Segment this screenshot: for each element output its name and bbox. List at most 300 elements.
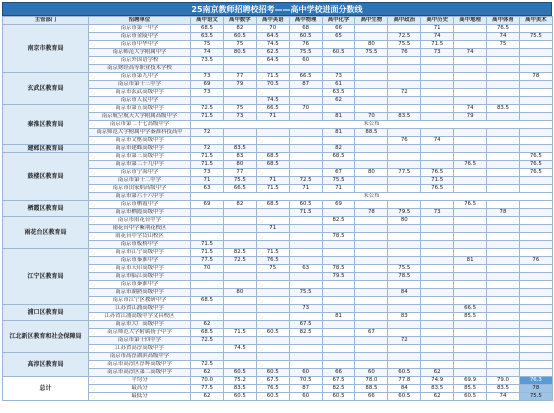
score-cell: 79.5 xyxy=(388,209,421,217)
score-cell: 68.5 xyxy=(256,161,289,169)
school-cell: 南京市天印高级中学 xyxy=(89,265,191,273)
score-cell xyxy=(256,217,289,225)
score-cell xyxy=(355,33,388,41)
score-cell xyxy=(256,145,289,153)
school-cell: 南京市湖熟高级中学 xyxy=(89,289,191,297)
score-cell: 75.5 xyxy=(322,177,355,185)
school-cell: 南京市板桥中学 xyxy=(89,241,191,249)
score-cell xyxy=(289,217,322,225)
score-cell xyxy=(256,241,289,249)
summary-name: 平均分 xyxy=(89,377,191,385)
school-cell: 南京财经高等职业技术学校 xyxy=(89,65,191,73)
score-cell xyxy=(256,361,289,369)
score-cell xyxy=(388,81,421,89)
score-cell xyxy=(519,297,552,305)
summary-value: 70.5 xyxy=(289,377,322,385)
score-cell xyxy=(355,25,388,33)
score-cell xyxy=(487,73,520,81)
score-cell: 79 xyxy=(223,81,256,89)
score-cell: 71 xyxy=(191,177,224,185)
score-cell xyxy=(191,345,224,353)
school-cell: 南京市临江高级中学 xyxy=(89,273,191,281)
header-cell: 招聘单位 xyxy=(89,17,191,25)
summary-value: 78.0 xyxy=(355,377,388,385)
school-cell: 南京市第一中学 xyxy=(89,25,191,33)
score-cell: 82.5 xyxy=(223,249,256,257)
score-cell xyxy=(289,313,322,321)
score-cell xyxy=(421,241,454,249)
summary-value: 75.2 xyxy=(223,377,256,385)
score-cell: 68.5 xyxy=(191,297,224,305)
score-cell: 70 xyxy=(355,113,388,121)
score-cell xyxy=(454,169,487,177)
score-cell xyxy=(322,161,355,169)
table-row xyxy=(3,201,553,209)
score-cell xyxy=(355,265,388,273)
score-cell xyxy=(454,41,487,49)
score-cell xyxy=(355,145,388,153)
score-cell xyxy=(487,273,520,281)
score-cell xyxy=(289,113,322,121)
score-cell xyxy=(388,345,421,353)
score-cell xyxy=(355,257,388,265)
score-cell xyxy=(355,137,388,145)
score-cell xyxy=(388,233,421,241)
score-cell xyxy=(388,321,421,329)
score-cell xyxy=(223,233,256,241)
score-cell xyxy=(256,233,289,241)
score-cell xyxy=(421,97,454,105)
score-cell xyxy=(289,89,322,97)
score-cell xyxy=(421,161,454,169)
summary-value: 76.5 xyxy=(256,385,289,393)
score-cell xyxy=(289,297,322,305)
summary-value: 67.5 xyxy=(322,377,355,385)
score-cell xyxy=(519,217,552,225)
summary-value: 88.5 xyxy=(355,385,388,393)
score-cell: 72 xyxy=(388,89,421,97)
score-cell xyxy=(355,89,388,97)
summary-value: 87 xyxy=(289,385,322,393)
score-cell: 76.5 xyxy=(519,153,552,161)
summary-name: 最低分 xyxy=(89,393,191,401)
score-cell: 60.5 xyxy=(289,33,322,41)
score-cell xyxy=(487,265,520,273)
score-cell xyxy=(322,241,355,249)
score-cell xyxy=(421,249,454,257)
score-cell: 62.5 xyxy=(256,49,289,57)
score-cell xyxy=(322,41,355,49)
score-cell xyxy=(355,185,388,193)
summary-value: 62 xyxy=(421,393,454,401)
score-cell: 60 xyxy=(289,369,322,377)
score-cell xyxy=(519,313,552,321)
score-cell: 71.5 xyxy=(289,209,322,217)
score-cell: 83 xyxy=(388,313,421,321)
score-cell: 60.5 xyxy=(256,369,289,377)
score-cell xyxy=(421,129,454,137)
score-cell: 72.5 xyxy=(191,361,224,369)
score-cell xyxy=(388,65,421,73)
score-cell xyxy=(454,25,487,33)
score-cell: 73 xyxy=(191,73,224,81)
score-cell xyxy=(355,313,388,321)
score-cell: 71.5 xyxy=(191,113,224,121)
score-cell xyxy=(355,241,388,249)
summary-label: 总计 xyxy=(3,377,89,401)
header-cell: 高中生物 xyxy=(355,17,388,25)
score-cell xyxy=(355,81,388,89)
score-cell xyxy=(454,153,487,161)
score-cell: 71.5 xyxy=(191,153,224,161)
score-cell xyxy=(454,241,487,249)
score-cell: 71 xyxy=(256,113,289,121)
score-cell xyxy=(289,169,322,177)
table-body xyxy=(3,25,553,401)
score-cell: 74 xyxy=(487,33,520,41)
score-cell xyxy=(191,97,224,105)
score-cell: 83.5 xyxy=(388,113,421,121)
score-cell xyxy=(487,89,520,97)
score-cell xyxy=(256,321,289,329)
score-cell xyxy=(191,137,224,145)
summary-value: 60.5 xyxy=(454,393,487,401)
score-cell: 66.5 xyxy=(289,73,322,81)
score-cell xyxy=(388,297,421,305)
score-cell xyxy=(223,353,256,361)
score-cell xyxy=(322,225,355,233)
score-cell xyxy=(519,361,552,369)
score-cell xyxy=(519,137,552,145)
score-cell xyxy=(289,257,322,265)
score-cell xyxy=(388,305,421,313)
score-cell xyxy=(487,241,520,249)
not-published-cell: 未公布 xyxy=(191,121,553,129)
score-cell xyxy=(519,145,552,153)
score-cell: 60.5 xyxy=(388,369,421,377)
score-cell xyxy=(322,249,355,257)
summary-value: 74 xyxy=(487,393,520,401)
score-cell: 65 xyxy=(322,33,355,41)
score-cell: 72 xyxy=(388,337,421,345)
score-cell xyxy=(289,97,322,105)
score-cell xyxy=(454,185,487,193)
table-row xyxy=(3,145,553,153)
score-cell xyxy=(421,273,454,281)
score-cell xyxy=(519,369,552,377)
score-cell xyxy=(191,65,224,73)
score-cell: 74 xyxy=(454,105,487,113)
score-cell xyxy=(487,297,520,305)
score-cell xyxy=(388,145,421,153)
score-cell: 80 xyxy=(355,41,388,49)
score-cell: 68 xyxy=(289,25,322,33)
score-cell xyxy=(487,289,520,297)
school-cell: 南京市人民中学 xyxy=(89,97,191,105)
score-cell xyxy=(519,233,552,241)
score-cell: 76.5 xyxy=(256,257,289,265)
score-cell xyxy=(454,65,487,73)
score-cell: 68.5 xyxy=(256,201,289,209)
score-cell xyxy=(487,153,520,161)
score-cell: 70 xyxy=(256,25,289,33)
score-cell xyxy=(322,289,355,297)
score-cell: 78 xyxy=(487,209,520,217)
score-cell: 78 xyxy=(355,209,388,217)
score-cell xyxy=(322,297,355,305)
score-cell xyxy=(388,97,421,105)
score-cell xyxy=(223,337,256,345)
score-cell: 63 xyxy=(289,265,322,273)
score-cell: 81 xyxy=(322,313,355,321)
score-cell: 71 xyxy=(421,25,454,33)
score-cell xyxy=(487,353,520,361)
score-cell xyxy=(223,281,256,289)
score-cell xyxy=(421,145,454,153)
school-cell: 南京市高淳区淳辉高级中学 xyxy=(89,361,191,369)
score-cell: 71.5 xyxy=(256,73,289,81)
summary-value: 77.5 xyxy=(191,385,224,393)
score-cell xyxy=(256,297,289,305)
summary-value: 83.5 xyxy=(421,385,454,393)
score-cell xyxy=(487,225,520,233)
score-cell xyxy=(487,337,520,345)
summary-value: 62 xyxy=(191,393,224,401)
score-cell: 70 xyxy=(289,105,322,113)
header-cell: 主管部门 xyxy=(3,17,89,25)
score-cell xyxy=(421,289,454,297)
score-cell xyxy=(421,321,454,329)
score-cell xyxy=(223,225,256,233)
score-cell xyxy=(322,361,355,369)
score-cell xyxy=(519,81,552,89)
school-cell: 雨花台中学紫荆花校区 xyxy=(89,225,191,233)
score-cell xyxy=(487,313,520,321)
score-cell xyxy=(223,129,256,137)
score-cell: 72 xyxy=(191,145,224,153)
score-cell: 62 xyxy=(191,369,224,377)
score-cell xyxy=(355,65,388,73)
dept-cell: 玄武区教育局 xyxy=(3,73,89,105)
score-cell xyxy=(487,97,520,105)
score-cell xyxy=(487,81,520,89)
school-cell: 江苏省江浦高级中学 xyxy=(89,305,191,313)
score-cell xyxy=(519,329,552,337)
score-cell: 76.5 xyxy=(519,169,552,177)
score-cell xyxy=(388,57,421,65)
dept-cell: 栖霞区教育局 xyxy=(3,201,89,217)
score-cell: 73 xyxy=(223,113,256,121)
score-cell xyxy=(289,249,322,257)
header-cell: 高中美术 xyxy=(519,17,552,25)
score-cell xyxy=(487,321,520,329)
score-cell xyxy=(454,361,487,369)
school-cell: 南京市栖霞高级中学 xyxy=(89,209,191,217)
score-cell: 77.5 xyxy=(191,257,224,265)
score-cell xyxy=(487,249,520,257)
score-cell xyxy=(388,153,421,161)
summary-row xyxy=(3,377,553,385)
score-cell xyxy=(289,273,322,281)
summary-value: 60.5 xyxy=(388,393,421,401)
table-row xyxy=(3,249,553,257)
dept-cell: 鼓楼区教育局 xyxy=(3,153,89,201)
table-row xyxy=(3,305,553,313)
score-cell xyxy=(256,89,289,97)
score-cell xyxy=(355,297,388,305)
score-cell: 63 xyxy=(191,185,224,193)
score-cell xyxy=(519,209,552,217)
score-cell xyxy=(487,257,520,265)
score-cell xyxy=(322,321,355,329)
score-cell xyxy=(487,57,520,65)
score-cell xyxy=(519,177,552,185)
score-cell: 72.5 xyxy=(289,177,322,185)
score-cell xyxy=(519,321,552,329)
score-cell xyxy=(223,273,256,281)
score-cell xyxy=(388,25,421,33)
score-cell: 75.5 xyxy=(388,41,421,49)
score-cell xyxy=(256,65,289,73)
score-cell xyxy=(519,89,552,97)
score-cell xyxy=(223,321,256,329)
score-cell xyxy=(519,289,552,297)
score-cell xyxy=(256,169,289,177)
score-cell xyxy=(487,49,520,57)
score-cell xyxy=(421,81,454,89)
score-cell xyxy=(421,305,454,313)
table-row xyxy=(3,105,553,113)
school-cell: 南京市文枢高级中学 xyxy=(89,137,191,145)
score-cell: 75 xyxy=(191,41,224,49)
score-cell: 71.5 xyxy=(421,177,454,185)
score-cell xyxy=(388,177,421,185)
score-cell xyxy=(487,369,520,377)
score-cell xyxy=(191,233,224,241)
score-cell: 71.5 xyxy=(191,161,224,169)
score-cell: 78 xyxy=(519,73,552,81)
score-cell xyxy=(322,209,355,217)
school-cell: 南京市第十二中学 xyxy=(89,177,191,185)
score-cell xyxy=(454,97,487,105)
score-cell xyxy=(519,49,552,57)
score-cell xyxy=(519,225,552,233)
score-cell xyxy=(487,137,520,145)
score-cell: 76 xyxy=(388,49,421,57)
score-cell: 68.5 xyxy=(256,153,289,161)
score-cell xyxy=(223,97,256,105)
score-cell: 78.5 xyxy=(322,265,355,273)
score-cell xyxy=(487,345,520,353)
score-cell xyxy=(322,305,355,313)
school-cell: 南京市中华中学 xyxy=(89,41,191,49)
score-cell xyxy=(454,337,487,345)
score-cell: 83.5 xyxy=(223,145,256,153)
score-cell xyxy=(388,329,421,337)
score-cell xyxy=(388,225,421,233)
score-cell: 73 xyxy=(421,49,454,57)
score-cell xyxy=(191,289,224,297)
score-cell: 79 xyxy=(454,113,487,121)
score-cell: 72.5 xyxy=(191,105,224,113)
score-cell: 80 xyxy=(223,161,256,169)
score-cell xyxy=(191,273,224,281)
score-cell xyxy=(487,169,520,177)
header-cell: 高中英语 xyxy=(256,17,289,25)
score-cell: 75.5 xyxy=(289,49,322,57)
score-cell xyxy=(421,361,454,369)
score-cell: 73 xyxy=(191,89,224,97)
score-cell xyxy=(223,241,256,249)
dept-cell: 秦淮区教育局 xyxy=(3,105,89,145)
score-cell: 68.5 xyxy=(191,25,224,33)
score-cell xyxy=(519,41,552,49)
score-cell: 74.5 xyxy=(256,97,289,105)
score-cell xyxy=(454,329,487,337)
score-cell: 71 xyxy=(289,185,322,193)
score-table xyxy=(2,16,553,401)
score-cell: 71.5 xyxy=(191,241,224,249)
score-cell xyxy=(355,201,388,209)
score-cell: 71 xyxy=(256,225,289,233)
score-cell xyxy=(289,145,322,153)
score-cell xyxy=(454,281,487,289)
score-cell xyxy=(421,345,454,353)
score-cell: 82 xyxy=(223,25,256,33)
score-cell: 73 xyxy=(322,73,355,81)
score-cell xyxy=(487,329,520,337)
score-cell: 81 xyxy=(454,257,487,265)
summary-value: 70.0 xyxy=(191,377,224,385)
score-cell xyxy=(289,129,322,137)
score-cell xyxy=(388,161,421,169)
score-cell xyxy=(487,305,520,313)
score-cell: 63.5 xyxy=(322,89,355,97)
score-cell xyxy=(256,345,289,353)
score-cell xyxy=(289,345,322,353)
score-cell: 71.5 xyxy=(191,249,224,257)
table-row xyxy=(3,353,553,361)
score-cell: 87 xyxy=(289,81,322,89)
school-cell: 南京市田家炳高级中学 xyxy=(89,185,191,193)
score-cell xyxy=(454,217,487,225)
score-cell xyxy=(519,249,552,257)
score-cell: 74 xyxy=(421,33,454,41)
score-cell: 71.5 xyxy=(256,249,289,257)
score-cell xyxy=(454,57,487,65)
header-cell: 高中语文 xyxy=(191,17,224,25)
school-cell: 南京市栖霞中学 xyxy=(89,201,191,209)
summary-value: 67.5 xyxy=(256,377,289,385)
dept-cell: 雨花台区教育局 xyxy=(3,217,89,249)
score-cell xyxy=(322,137,355,145)
school-cell: 南京市第三高级中学 xyxy=(89,153,191,161)
school-cell: 南京市玄武高级中学 xyxy=(89,89,191,97)
score-sheet xyxy=(2,2,552,401)
summary-value: 83.5 xyxy=(487,385,520,393)
score-cell: 82 xyxy=(322,145,355,153)
score-cell: 80 xyxy=(223,289,256,297)
score-cell xyxy=(223,265,256,273)
score-cell xyxy=(519,305,552,313)
score-cell xyxy=(355,249,388,257)
score-cell: 74 xyxy=(421,137,454,145)
score-cell: 75 xyxy=(223,41,256,49)
score-cell xyxy=(487,161,520,169)
school-cell: 南京市第二十九中学 xyxy=(89,161,191,169)
score-cell xyxy=(322,353,355,361)
score-cell: 73 xyxy=(289,305,322,313)
